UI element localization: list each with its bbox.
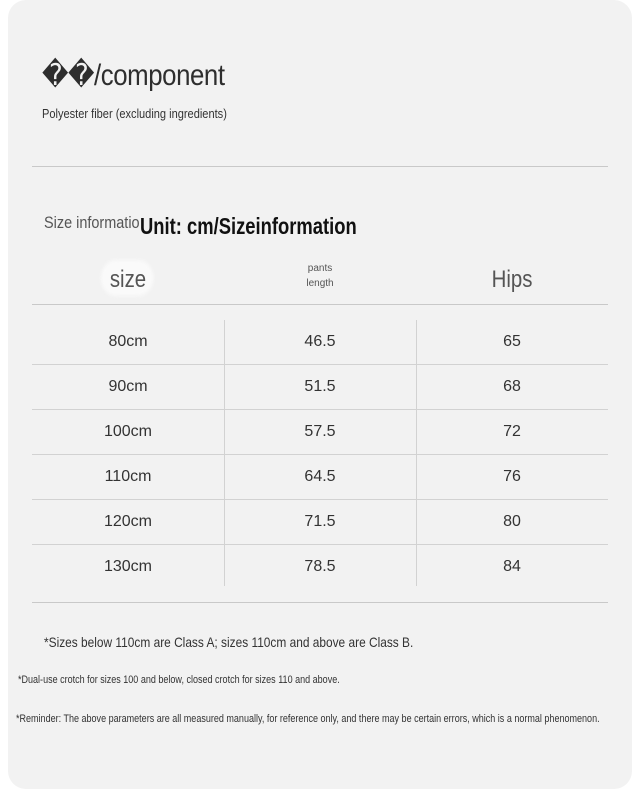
header-pants-line1: pants xyxy=(307,263,333,274)
cell-size: 110cm xyxy=(104,468,152,485)
cell-pants-length: 46.5 xyxy=(304,333,336,350)
cell-size: 90cm xyxy=(108,378,148,395)
reminder-note: *Reminder: The above parameters are all measured manually, for reference only, and there may be certain errors, which is a normal phenomenon. xyxy=(16,713,600,725)
header-pants-length xyxy=(224,252,416,300)
cell-size: 100cm xyxy=(103,423,153,440)
table-row xyxy=(32,500,608,545)
top-divider xyxy=(32,166,608,167)
cell-size: 130cm xyxy=(103,558,153,575)
cell-size: 80cm xyxy=(108,333,148,350)
header-hips xyxy=(430,256,593,304)
cell-pants-length: 64.5 xyxy=(304,468,336,485)
table-row xyxy=(32,455,608,500)
cell-hips: 65 xyxy=(503,333,521,350)
cell-pants-length: 51.5 xyxy=(304,378,336,395)
table-header xyxy=(32,256,608,305)
size-information-label: Size informatio xyxy=(44,213,140,232)
table-row xyxy=(32,545,608,589)
cell-pants-length: 71.5 xyxy=(304,513,336,530)
cell-hips: 76 xyxy=(503,468,521,485)
material-composition: Polyester fiber (excluding ingredients) xyxy=(42,106,227,121)
table-row xyxy=(32,410,608,455)
crotch-note: *Dual-use crotch for sizes 100 and below, closed crotch for sizes 110 and above. xyxy=(18,674,340,686)
cell-pants-length: 57.5 xyxy=(304,423,336,440)
cell-hips: 68 xyxy=(503,378,521,395)
bottom-divider xyxy=(32,602,608,603)
cell-pants-length: 78.5 xyxy=(304,558,336,575)
class-note: *Sizes below 110cm are Class A; sizes 110cm and above are Class B. xyxy=(44,634,414,650)
header-pants-line2: length xyxy=(306,278,334,289)
table-body xyxy=(32,320,608,589)
table-row xyxy=(32,320,608,365)
cell-hips: 72 xyxy=(503,423,521,440)
header-hips-label: Hips xyxy=(491,266,533,293)
material-title: ��/component xyxy=(42,59,225,92)
table-row xyxy=(32,365,608,410)
size-chart-card xyxy=(8,0,632,789)
header-size xyxy=(46,256,209,304)
cell-hips: 80 xyxy=(503,513,521,530)
cell-size: 120cm xyxy=(103,513,153,530)
header-size-label: size xyxy=(109,266,147,293)
cell-hips: 84 xyxy=(503,558,521,575)
unit-label: Unit: cm/Sizeinformation xyxy=(140,213,357,239)
